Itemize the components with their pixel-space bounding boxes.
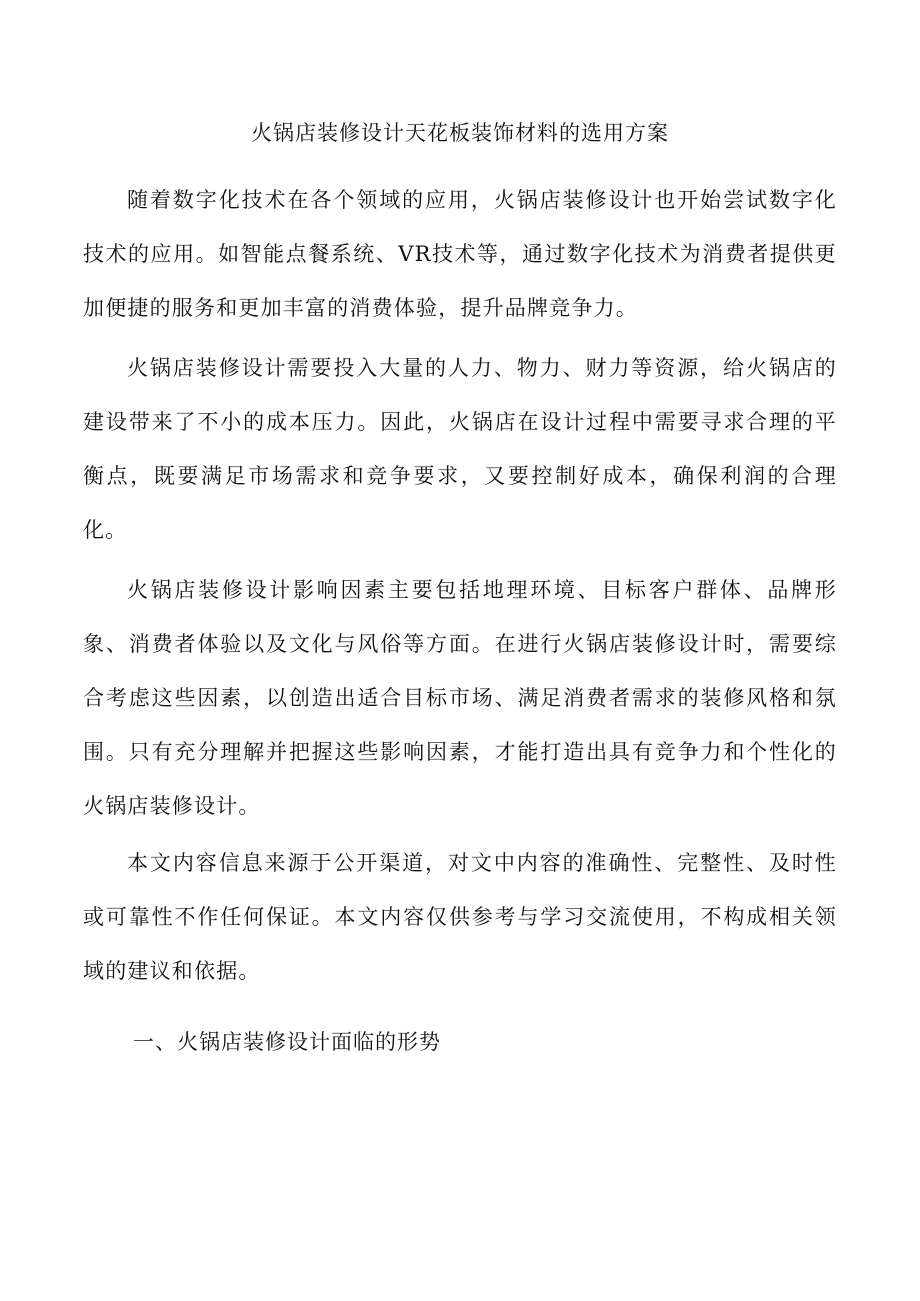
section-heading: 一、火锅店装修设计面临的形势	[133, 1030, 441, 1054]
paragraph-cost-pressure: 火锅店装修设计需要投入大量的人力、物力、财力等资源，给火锅店的建设带来了不小的成本压力。因此，火锅店在设计过程中需要寻求合理的平衡点，既要满足市场需求和竞争要求，又要控制好成本，确保利润的合理化。	[83, 356, 837, 542]
document-title: 火锅店装修设计天花板装饰材料的选用方案	[251, 121, 669, 145]
paragraph-influencing-factors: 火锅店装修设计影响因素主要包括地理环境、目标客户群体、品牌形象、消费者体验以及文化与风俗等方面。在进行火锅店装修设计时，需要综合考虑这些因素，以创造出适合目标市场、满足消费者需求的装修风格和氛围。只有充分理解并把握这些影响因素，才能打造出具有竞争力和个性化的火锅店装修设计。	[83, 578, 837, 818]
paragraph-digital-technology: 随着数字化技术在各个领域的应用，火锅店装修设计也开始尝试数字化技术的应用。如智能点餐系统、VR技术等，通过数字化技术为消费者提供更加便捷的服务和更加丰富的消费体验，提升品牌竞争力。	[83, 188, 837, 320]
paragraph-disclaimer: 本文内容信息来源于公开渠道，对文中内容的准确性、完整性、及时性或可靠性不作任何保证。本文内容仅供参考与学习交流使用，不构成相关领域的建议和依据。	[83, 851, 837, 983]
